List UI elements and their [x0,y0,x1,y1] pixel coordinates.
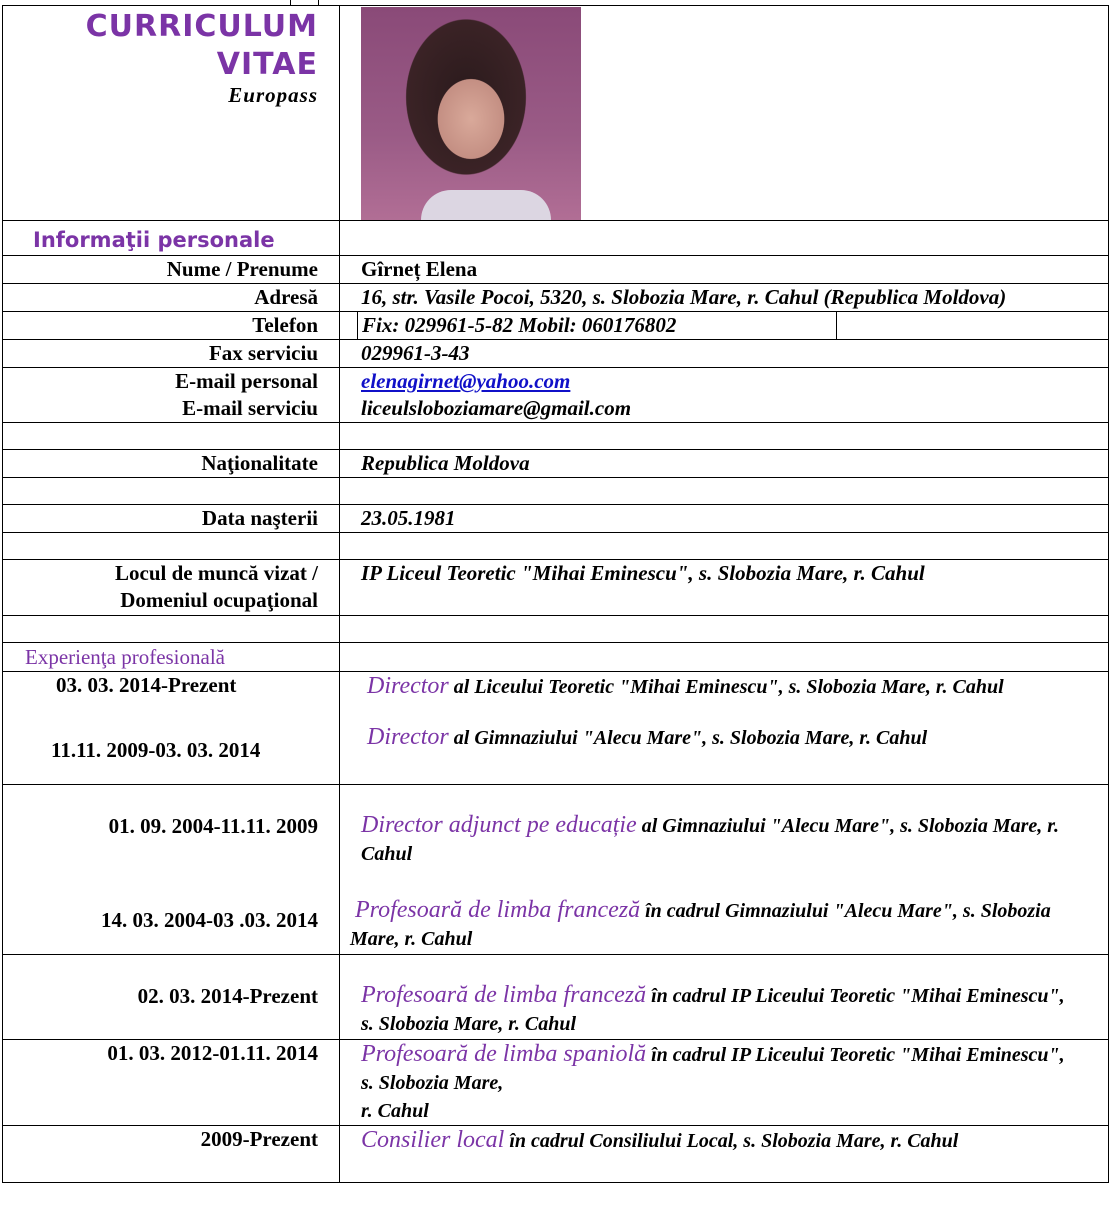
experience-dates-cell [3,785,340,955]
experience-text: al Gimnaziului "Alecu Mare", s. Slobozia Mare, r. Cahul [361,815,1059,865]
nationality-label: Naţionalitate [3,450,340,478]
email-labels-cell [3,368,340,423]
email-work-label: E-mail serviciu [182,396,318,420]
experience-date: 02. 03. 2014-Prezent [3,955,340,1040]
cv-title-line1: CURRICULUM [85,9,318,44]
email-work-value: liceulsloboziamare@gmail.com [361,396,632,420]
email-values-cell [340,368,1109,423]
experience-date: 01. 09. 2004-11.11. 2009 [108,814,318,838]
fax-label: Fax serviciu [3,340,340,368]
experience-text: în cadrul IP Liceului Teoretic "Mihai Eminescu", s. Slobozia Mare, r. Cahul [361,985,1065,1035]
experience-text: al Liceului Teoretic "Mihai Eminescu", s. Slobozia Mare, r. Cahul [448,676,1004,698]
cv-table [2,5,1109,1183]
phone-label: Telefon [3,312,340,340]
address-value: 16, str. Vasile Pocoi, 5320, s. Slobozia Mare, r. Cahul (Republica Moldova) [340,284,1109,312]
name-value: Gîrneț Elena [340,256,1109,284]
experience-date: 03. 03. 2014-Prezent [56,673,237,697]
experience-entries-cell [340,785,1109,955]
nationality-value: Republica Moldova [340,450,1109,478]
email-personal-label: E-mail personal [175,369,318,393]
experience-text: în cadrul Consiliului Local, s. Slobozia Mare, r. Cahul [504,1130,959,1152]
profile-photo [361,7,581,220]
experience-date: 01. 03. 2012-01.11. 2014 [3,1040,340,1126]
experience-section-cell [3,643,340,672]
experience-entries-cell [340,672,1109,785]
experience-text: în cadrul IP Liceului Teoretic "Mihai Eminescu", s. Slobozia Mare, [361,1044,1065,1094]
experience-section-title: Experienţa profesională [25,645,225,669]
experience-text-continued: r. Cahul [361,1100,429,1122]
birth-label: Data naşterii [3,505,340,533]
experience-role: Profesoară de limba franceză [361,982,647,1008]
name-label: Nume / Prenume [3,256,340,284]
fax-value: 029961-3-43 [340,340,1109,368]
cv-title-line2: VITAE [216,47,318,82]
experience-role: Consilier local [361,1127,505,1153]
address-label: Adresă [3,284,340,312]
cv-title-cell [3,6,340,221]
experience-dates-cell [3,672,340,785]
personal-section-cell [3,221,340,256]
experience-date: 11.11. 2009-03. 03. 2014 [51,738,261,762]
experience-role: Profesoară de limba spaniolă [361,1041,647,1067]
phone-value: Fix: 029961-5-82 Mobil: 060176802 [357,312,837,339]
experience-entry [340,955,1109,1040]
phone-cell [340,312,1109,340]
experience-role: Director adjunct pe educație [361,812,637,838]
experience-role: Director [367,673,449,699]
experience-role: Director [367,724,449,750]
email-personal-link[interactable]: elenagirnet@yahoo.com [361,369,571,393]
experience-text: al Gimnaziului "Alecu Mare", s. Slobozia Mare, r. Cahul [448,727,928,749]
job-label-line1: Locul de muncă vizat / [115,561,318,585]
cv-subtitle: Europass [228,83,318,107]
job-value: IP Liceul Teoretic "Mihai Eminescu", s. Slobozia Mare, r. Cahul [340,560,1109,616]
experience-entry [340,1126,1109,1183]
birth-value: 23.05.1981 [340,505,1109,533]
experience-date: 14. 03. 2004-03 .03. 2014 [101,908,318,932]
experience-text: în cadrul Gimnaziului "Alecu Mare", s. Slobozia Mare, r. Cahul [350,900,1051,950]
job-label-line2: Domeniul ocupaţional [120,588,318,612]
personal-section-title: Informaţii personale [33,228,275,252]
photo-cell [340,6,1109,221]
experience-role: Profesoară de limba franceză [355,897,641,923]
experience-entry [340,1040,1109,1126]
job-label-cell [3,560,340,616]
experience-date: 2009-Prezent [3,1126,340,1183]
